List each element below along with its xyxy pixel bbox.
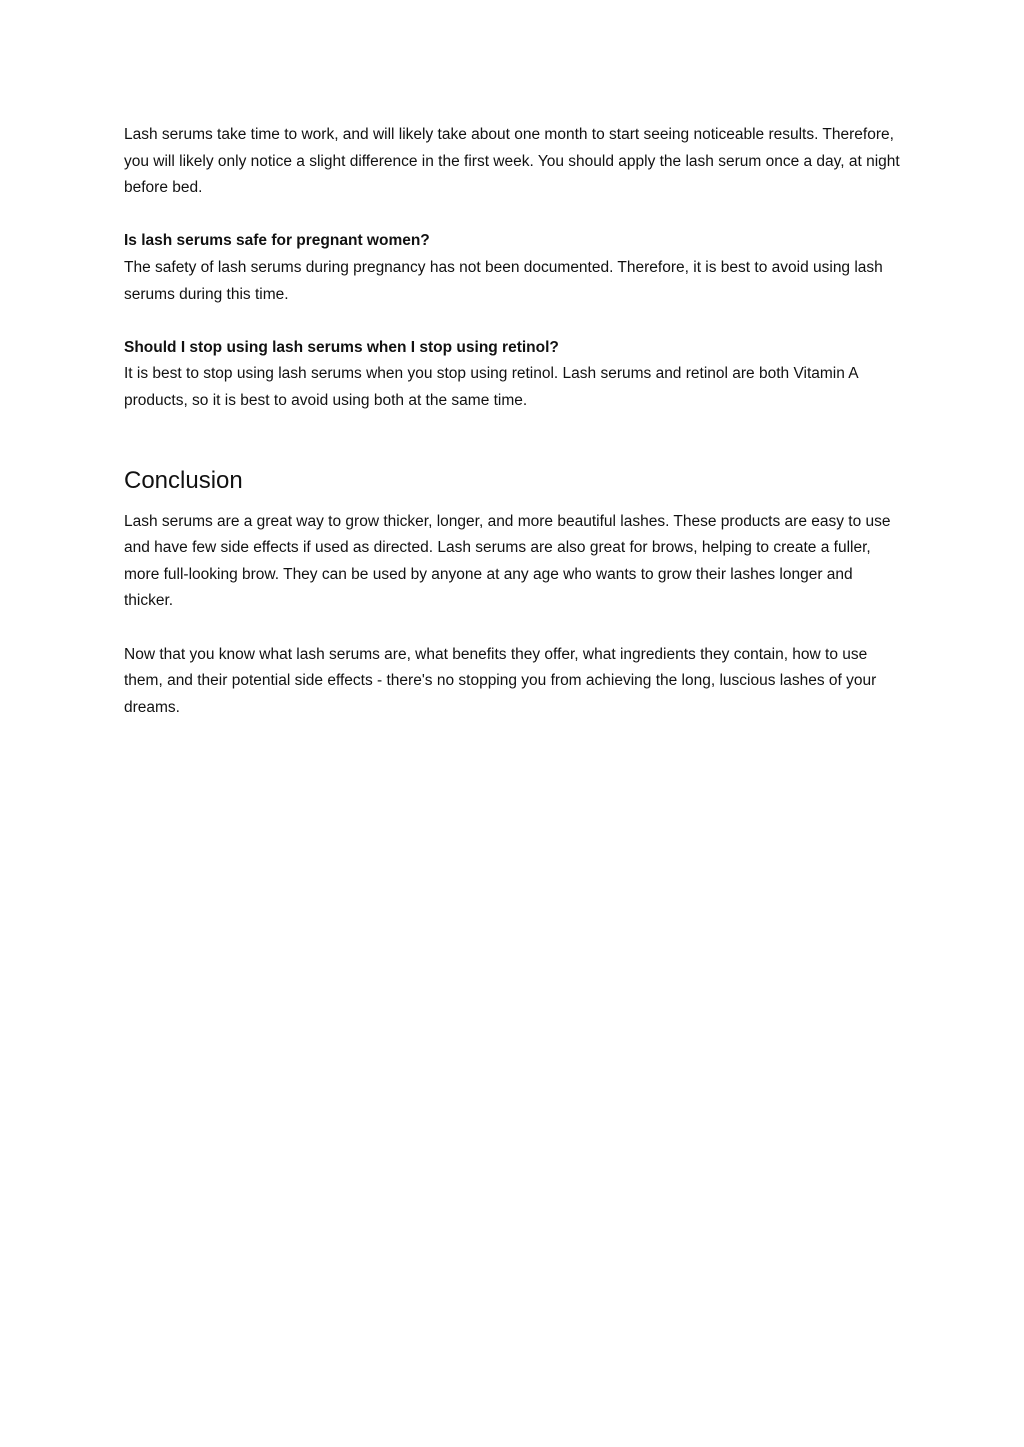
faq-item (124, 335, 904, 415)
faq-question: Should I stop using lash serums when I stop using retinol? (124, 338, 559, 356)
faq-answer: The safety of lash serums during pregnancy has not been documented. Therefore, it is best to avoid using lash serums during this time. (124, 258, 883, 303)
faq-item (124, 228, 904, 308)
conclusion-heading: Conclusion (124, 466, 243, 494)
faq-answer: It is best to stop using lash serums when you stop using retinol. Lash serums and retinol are both Vitamin A products, so it is best to avoid using both at the same time. (124, 365, 858, 409)
document-page (124, 122, 904, 748)
faq-question: Is lash serums safe for pregnant women? (124, 232, 430, 250)
conclusion-paragraph: Lash serums are a great way to grow thicker, longer, and more beautiful lashes. These products are easy to use and have few side effects if used as directed. Lash serums are also great for brows, helping to create a fuller, more full-looking brow. They can be used by anyone at any age who wants to grow their lashes longer and thicker. (124, 512, 891, 610)
intro-paragraph: Lash serums take time to work, and will likely take about one month to start seeing noticeable results. Therefore, you will likely only notice a slight difference in the first week. You should apply the lash serum once a day, at night before bed. (124, 126, 900, 197)
conclusion-paragraph: Now that you know what lash serums are, what benefits they offer, what ingredients they contain, how to use them, and their potential side effects - there's no stopping you from achieving the long, luscious lashes of your dreams. (124, 645, 877, 716)
